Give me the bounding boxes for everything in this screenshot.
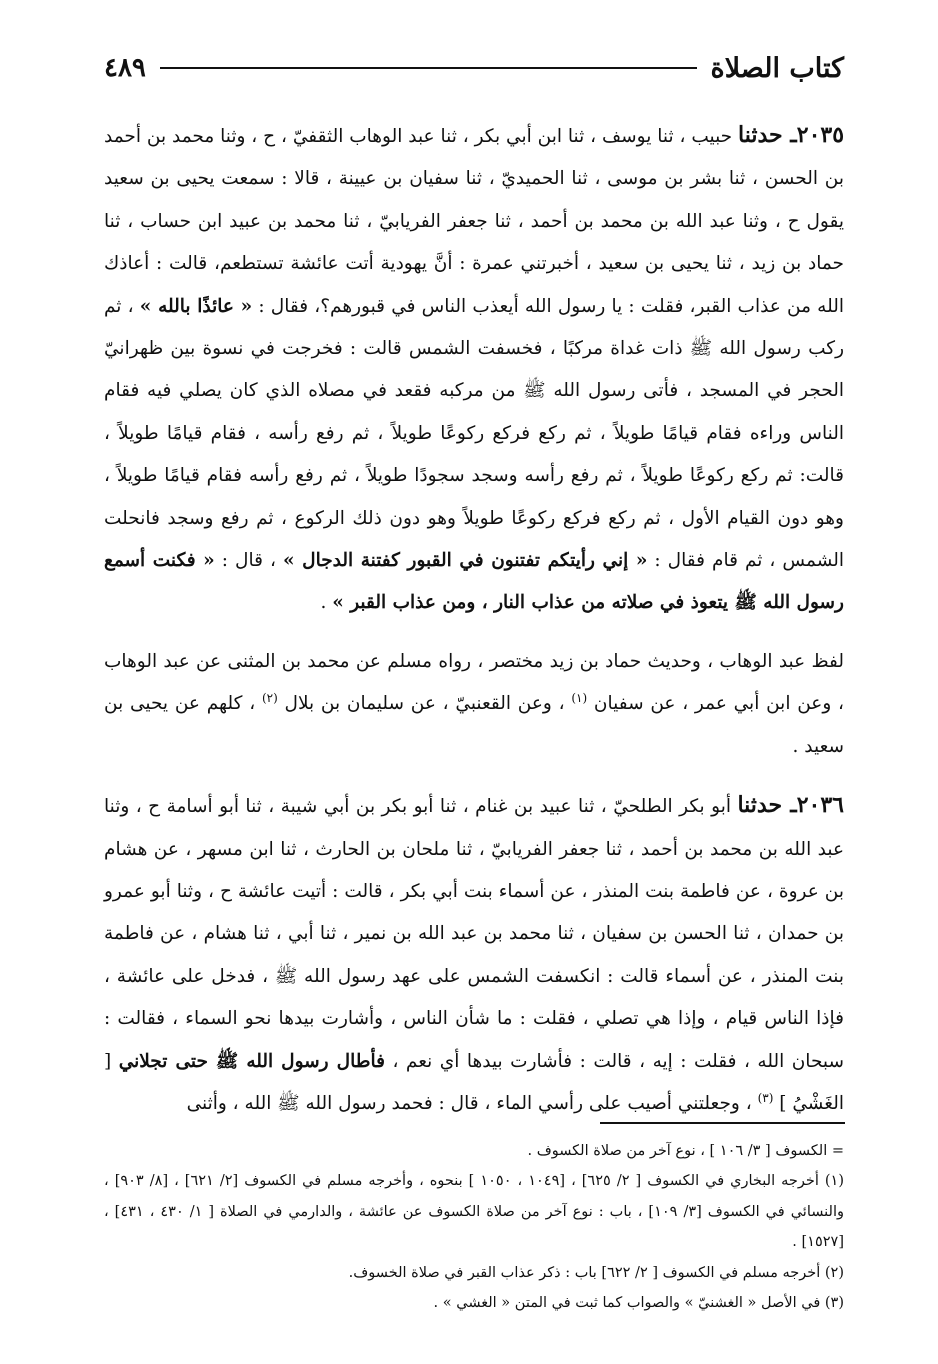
bold-phrase: فأطال رسول الله ﷺ حتى تجلاني (118, 1050, 385, 1072)
footnote-ref: (٣) (757, 1090, 774, 1105)
hadith-2035 (104, 114, 844, 625)
hadith-text: حبيب ، ثنا يوسف ، ثنا ابن أبي بكر ، ثنا عبد الوهاب الثقفيّ ، ح ، وثنا محمد بن أحمد بن الحسن ، ثنا بشر بن موسى ، ثنا الحميديّ ، ثنا سفيان بن عيينة ، قالا : سمعت يحيى بن سعيد يقول ح ، وثنا عبد الله بن محمد بن أحمد ، ثنا جعفر الفريابيّ ، ثنا محمد بن عبيد ابن حساب ، ثنا حماد بن زيد ، ثنا يحيى بن سعيد ، أخبرتني عمرة : أنَّ يهودية أتت عائشة تستطعم، قالت : أعاذك الله من عذاب القبر، فقلت : يا رسول الله أيعذب الناس في قبورهم؟، فقال : (104, 126, 844, 317)
hadith-number: ٢٠٣٦ (796, 792, 844, 819)
footnote-separator (600, 1122, 845, 1124)
footnote-2: (٢) أخرجه مسلم في الكسوف [ ٢/ ٦٢٢] باب : ذكر عذاب القبر في صلاة الخسوف. (348, 1264, 844, 1281)
prophetic-quote: « فكنت أسمع رسول الله ﷺ يتعوذ في صلاته من عذاب النار ، ومن عذاب القبر » (104, 550, 844, 614)
footnote-ref: (٢) (261, 691, 278, 706)
hadith-opener: ـ حدثنا (737, 792, 797, 819)
commentary-paragraph (104, 641, 844, 768)
page-number: ٤٨٩ (104, 53, 146, 83)
hadith-number: ٢٠٣٥ (796, 122, 845, 148)
main-text (104, 114, 844, 1125)
hadith-opener: ـ حدثنا (738, 122, 797, 148)
commentary-text: ، كلهم عن يحيى بن سعيد . (104, 693, 844, 757)
footnote-continuation: = الكسوف [ ٣/ ١٠٦ ] ، نوع آخر من صلاة الكسوف . (527, 1143, 844, 1159)
running-title: كتاب الصلاة (710, 52, 844, 84)
hadith-text: [ الغَشْيُ ] (104, 1050, 844, 1114)
hadith-text: ، قال : (214, 550, 283, 572)
footnote-ref: (١) (571, 691, 588, 706)
commentary-text: لفظ عبد الوهاب ، وحديث حماد بن زيد مختصر ، رواه مسلم عن محمد بن المثنى عن عبد الوهاب ، وعن ابن أبي عمر ، عن سفيان (104, 650, 844, 715)
prophetic-quote: « إني رأيتكم تفتنون في القبور كفتنة الدجال » (282, 550, 648, 572)
footnote-1: (١) أخرجه البخاري في الكسوف [ ٢/ ٦٢٥] ، [١٠٤٩ ، ١٠٥٠ ] بنحوه ، وأخرجه مسلم في الكسوف [٢/ ٦٢١] ، [٨/ ٩٠٣] ، والنسائي في الكسوف [٣/ ١٠٩] ، باب : نوع آخر من صلاة الكسوف عن عائشة ، والدارمي في الصلاة [ ١/ ٤٣٠ ، ٤٣١] ، [١٥٢٧] . (104, 1173, 844, 1251)
hadith-text: ، وجعلتني أصيب على رأسي الماء ، قال : فحمد رسول الله ﷺ الله ، وأثنى (186, 1092, 758, 1114)
footnotes (104, 1136, 844, 1318)
commentary-text: ، وعن القعنبيّ ، عن سليمان بن بلال (277, 693, 572, 715)
footnote-3: (٣) في الأصل « الغشنيّ » والصواب كما ثبت في المتن « الغشي » . (433, 1295, 844, 1312)
hadith-text: ، ثم ركب رسول الله ﷺ ذات غداة مركبًا ، فخسفت الشمس قالت : فخرجت في نسوة بين ظهرانيّ الحجر في المسجد ، فأتى رسول الله ﷺ من مركبه فقعد في مصلاه الذي كان يصلي فيه فقام الناس وراءه فقام قيامًا طويلاً ، ثم ركع فركع ركوعًا طويلاً ، ثم رفع رأسه ، فقام قيامًا طويلاً ، قالت: ثم ركع ركوعًا طويلاً ، ثم رفع رأسه وسجد سجودًا طويلاً ، ثم رفع رأسه فقام قيامًا طويلاً ، وهو دون القيام الأول ، ثم ركع فركع ركوعًا طويلاً وهو دون ذلك الركوع ، ثم رفع وسجد فانحلت الشمس ، ثم قام فقال : (104, 295, 844, 572)
header-rule (160, 67, 697, 69)
prophetic-quote: « عائذًا بالله » (139, 295, 253, 317)
hadith-text: . (320, 592, 333, 614)
page-header (104, 48, 844, 88)
hadith-2036 (104, 784, 844, 1125)
hadith-text: أبو بكر الطلحيّ ، ثنا عبيد بن غنام ، ثنا أبو بكر بن أبي شيبة ، ثنا أبو أسامة ح ، وثنا عبد الله بن محمد بن أحمد ، ثنا جعفر الفريابيّ ، ثنا ملحان بن الحارث ، ثنا ابن مسهر ، عن هشام بن عروة ، عن فاطمة بنت المنذر ، عن أسماء بنت أبي بكر ، قالت : أتيت عائشة ح ، وثنا أبو عمرو بن حمدان ، ثنا الحسن بن سفيان ، ثنا محمد بن عبد الله بن نمير ، ثنا أبي ، ثنا هشام ، عن فاطمة بنت المنذر ، عن أسماء قالت : انكسفت الشمس على عهد رسول الله ﷺ ، فدخل على عائشة ، فإذا الناس قيام ، وإذا هي تصلي ، فقلت : ما شأن الناس ، وأشارت بيدها نحو السماء ، فقالت : سبحان الله ، فقلت : إيه ، قالت : فأشارت بيدها أي نعم ، (104, 796, 844, 1072)
